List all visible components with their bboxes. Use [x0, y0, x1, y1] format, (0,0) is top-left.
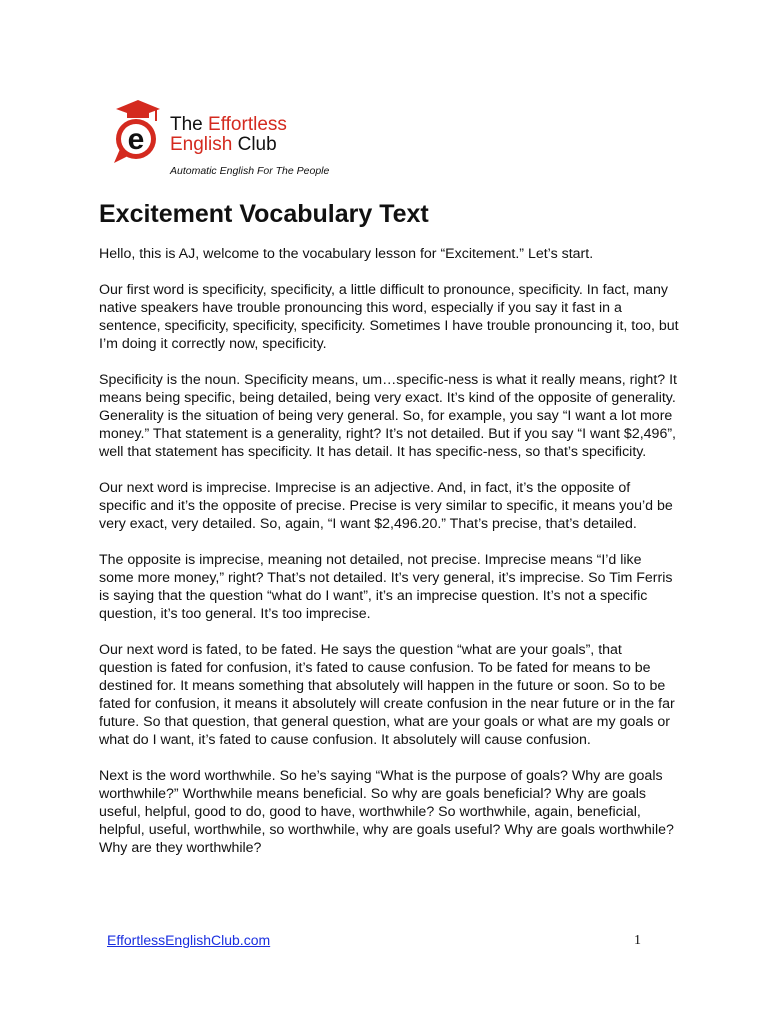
- paragraph: The opposite is imprecise, meaning not detailed, not precise. Imprecise means “I’d like some more money,” right? That’s not detailed. It’s very general, it’s imprecise. So Tim Ferris is saying that the question “what do I want”, it’s an imprecise question. It’s not a specific question, it’s too general. It’s too imprecise.: [99, 552, 673, 622]
- paragraph: Our next word is imprecise. Imprecise is an adjective. And, in fact, it’s the opposite of specific and it’s the opposite of precise. Precise is very similar to specific, it means you’d be very exact, very detailed. So, again, “I want $2,496.20.” That’s precise, that’s detailed.: [99, 480, 673, 532]
- paragraph: Our first word is specificity, specificity, a little difficult to pronounce, specificity. In fact, many native speakers have trouble pronouncing this word, especially if you say it fast in a sentence, specificity, specificity, specificity. Sometimes I have trouble pronouncing it, too, but I’m doing it correctly now, specificity.: [99, 282, 679, 352]
- graduation-cap-e-logo-icon: [112, 97, 164, 167]
- paragraph: Next is the word worthwhile. So he’s saying “What is the purpose of goals? Why are goals worthwhile?” Worthwhile means beneficial. So why are goals beneficial? Why are goals useful, helpful, good to do, good to have, worthwhile? So worthwhile, again, beneficial, helpful, useful, worthwhile, so worthwhile, why are goals useful? Why are goals worthwhile? Why are they worthwhile?: [99, 768, 674, 856]
- logo-letter: e: [127, 123, 145, 156]
- brand-highlight1: Effortless: [208, 114, 287, 135]
- body-text: [99, 245, 679, 875]
- paragraph: Specificity is the noun. Specificity means, um…specific-ness is what it really means, right? It means being specific, being detailed, being very exact. It’s kind of the opposite of generality. Generality is the situation of being very general. So, for example, you say “I want a lot more money.” That statement is a generality, right? It’s not detailed. But if you say “I want $2,496”, well that statement has specificity. It has detail. It has specific-ness, so that’s specificity.: [99, 372, 677, 460]
- footer-website-link[interactable]: EffortlessEnglishClub.com: [107, 932, 271, 948]
- paragraph: Our next word is fated, to be fated. He says the question “what are your goals”, that question is fated for confusion, it’s fated to cause confusion. To be fated for means to be destined for. It means something that absolutely will happen in the future or soon. So to be fated for confusion, it means it absolutely will create confusion in the near future or in the far future. So that question, that general question, what are your goals or what are my goals or what do I want, it’s fated to cause confusion. It absolutely will cause confusion.: [99, 642, 675, 748]
- brand-name: [170, 115, 287, 155]
- tagline: Automatic English For The People: [170, 165, 330, 177]
- paragraph: Hello, this is AJ, welcome to the vocabulary lesson for “Excitement.” Let’s start.: [99, 246, 594, 262]
- brand-part1: The: [170, 114, 209, 135]
- brand-part2: Club: [232, 134, 277, 155]
- brand-highlight2: English: [170, 134, 233, 155]
- page-number: 1: [634, 933, 641, 948]
- logo: [112, 97, 352, 187]
- page-title: Excitement Vocabulary Text: [99, 200, 429, 228]
